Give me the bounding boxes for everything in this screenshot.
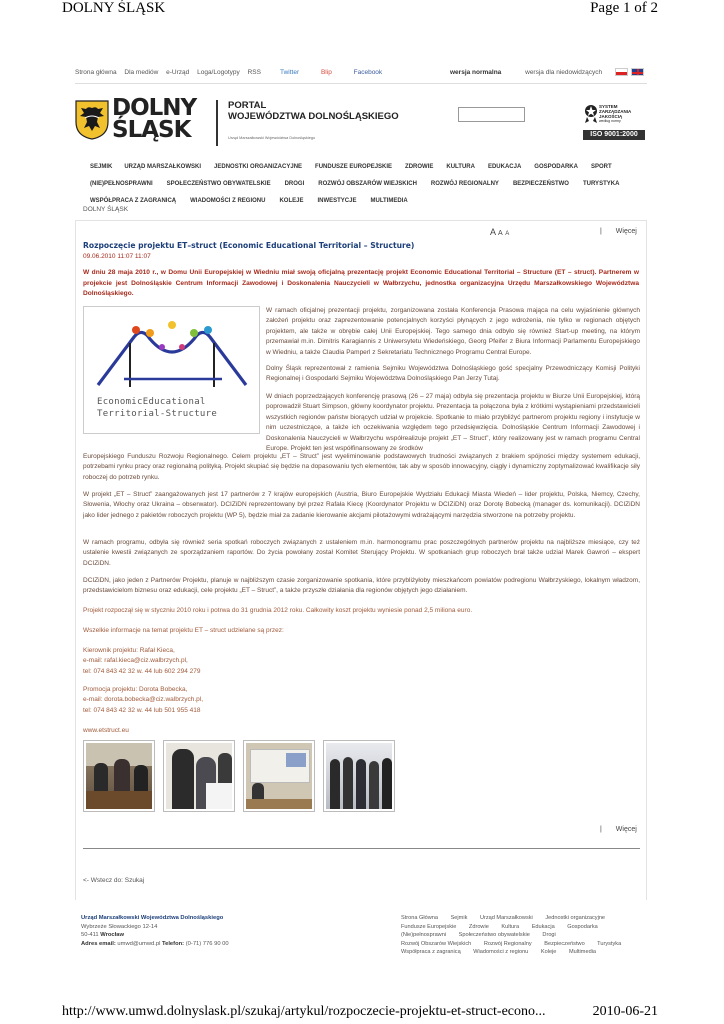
footer-city-line bbox=[81, 931, 229, 940]
footer-link[interactable]: Rozwój Regionalny bbox=[483, 940, 532, 947]
top-link-rss[interactable]: RSS bbox=[247, 69, 261, 76]
top-link-home[interactable]: Strona główna bbox=[75, 69, 117, 76]
back-link-search[interactable]: Szukaj bbox=[124, 877, 145, 884]
paragraph-8: Wszelkie informacje na temat projektu ET – struct udzielane są przez: bbox=[83, 627, 284, 634]
footer-link[interactable]: Bezpieczeństwo bbox=[544, 940, 585, 947]
language-flags bbox=[615, 68, 644, 76]
version-low-vision-link[interactable]: wersja dla niedowidzących bbox=[525, 69, 603, 76]
footer-email[interactable]: umwd@umwd.pl bbox=[117, 940, 161, 947]
back-label[interactable]: <- Wstecz do: bbox=[83, 877, 123, 884]
contact-promotion-email[interactable]: e-mail: dorota.bobecka@ciz.walbrzych.pl, bbox=[83, 696, 204, 704]
print-url: http://www.umwd.dolnyslask.pl/szukaj/artykul/rozpoczecie-projektu-et-struct-econo... bbox=[62, 1004, 546, 1019]
menu-item-niepelnosprawni[interactable]: (NIE)PEŁNOSPRAWNI bbox=[90, 180, 153, 187]
gallery-photo[interactable] bbox=[243, 740, 315, 812]
eagle-crest-icon bbox=[75, 100, 109, 140]
search-input[interactable] bbox=[458, 107, 525, 122]
footer-contact-line bbox=[81, 940, 229, 949]
project-website-link[interactable]: www.etstruct.eu bbox=[83, 727, 129, 734]
gallery-photo[interactable] bbox=[323, 740, 395, 812]
top-link-media[interactable]: Dla mediów bbox=[124, 69, 159, 76]
footer-link[interactable]: Turystyka bbox=[597, 940, 622, 947]
top-link-logos[interactable]: Loga/Logotypy bbox=[197, 69, 240, 76]
menu-item-obszary-wiejskie[interactable]: ROZWÓJ OBSZARÓW WIEJSKICH bbox=[318, 180, 417, 187]
top-divider bbox=[75, 83, 647, 84]
more-link-top[interactable]: Więcej bbox=[615, 228, 637, 235]
footer-link[interactable]: Jednostki organizacyjne bbox=[545, 915, 606, 921]
contact-promotion bbox=[83, 685, 640, 716]
footer-link[interactable]: Kultura bbox=[501, 923, 520, 930]
paragraph-5: W ramach programu, odbyła się również seria spotkań roboczych związanych z ustaleniem m.in. harmonogramu prac poszczególnych partnerów projektu na najbliższe miesiące, czy też ustalenie kwestii związanych ze sporządzaniem raportów. Do życia powołany został Komitet Sterujący Projektu. W spotkaniach grup roboczych brał także udział Marek Gawroń – ekspert DCIZiDN. bbox=[83, 539, 640, 567]
contact-promotion-name: Promocja projektu: Dorota Bobecka, bbox=[83, 686, 188, 693]
gallery-photo[interactable] bbox=[83, 740, 155, 812]
top-link-eurzad[interactable]: e-Urząd bbox=[166, 69, 190, 76]
font-size-tools bbox=[490, 227, 509, 237]
footer-nav bbox=[401, 914, 632, 957]
project-logo-caption-2: Territorial-Structure bbox=[97, 409, 218, 419]
footer-link[interactable]: (Nie)pełnosprawni bbox=[401, 932, 447, 939]
menu-item-sport[interactable]: SPORT bbox=[590, 163, 612, 170]
contact-manager-name: Kierownik projektu: Rafał Kieca, bbox=[83, 647, 175, 654]
menu-item-fundusze[interactable]: FUNDUSZE EUROPEJSKIE bbox=[315, 163, 393, 170]
breadcrumb[interactable]: DOLNY ŚLĄSK bbox=[83, 206, 129, 213]
site-logo-text[interactable] bbox=[112, 97, 196, 141]
footer-nav-row-3 bbox=[401, 931, 632, 940]
menu-item-drogi[interactable]: DROGI bbox=[284, 180, 305, 187]
print-page-number: Page 1 of 2 bbox=[590, 0, 658, 16]
footer-link[interactable]: Edukacja bbox=[531, 923, 555, 930]
twitter-link[interactable]: Twitter bbox=[280, 69, 300, 76]
paragraph-7: Projekt rozpoczął się w styczniu 2010 roku i potrwa do 31 grudnia 2012 roku. Całkowity koszt projektu wyniesie ponad 2,5 miliona euro. bbox=[83, 607, 473, 614]
iso-caption-line-3: JAKOŚCIĄ bbox=[599, 114, 623, 119]
menu-item-wiadomosci[interactable]: WIADOMOŚCI Z REGIONU bbox=[190, 197, 266, 204]
menu-item-rozwoj-regionalny[interactable]: ROZWÓJ REGIONALNY bbox=[430, 180, 499, 187]
menu-item-turystyka[interactable]: TURYSTYKA bbox=[582, 180, 620, 187]
footer-email-label: Adres email: bbox=[81, 940, 116, 947]
print-site-title: DOLNY ŚLĄSK bbox=[62, 0, 166, 16]
bridge-logo-icon bbox=[84, 307, 261, 397]
footer-link[interactable]: Fundusze Europejskie bbox=[401, 923, 457, 930]
paragraph-1: W ramach oficjalnej prezentacji projektu, zorganizowana została Konferencja Prasowa mająca na celu wyjaśnienie głównych założeń projektu oraz zaprezentowanie potencjalnych korzyści płynących z jego wdrożenia, nie tylko w regionach objętych projektem, ale także w obrębie całej Unii Europejskiej. Tego samego dnia odbyło się również Start-up meeting, na którym przemawiał m.in. Dimitris Karagiannis z Uniwersytetu Wiedeńskiego, Georg Pfeifer z Biura Informacji Parlamentu Europejskiego w Wiedniu, a także Claudia Pamperl z Sekretariatu Technicznego Programu Central Europe. bbox=[266, 307, 640, 356]
separator: | bbox=[600, 826, 602, 833]
footer-nav-row-5 bbox=[401, 948, 632, 957]
project-logo-caption-1: EconomicEducational bbox=[97, 397, 206, 407]
paragraph-6: DCIZiDN, jako jeden z Partnerów Projektu, planuje w najbliższym czasie zorganizowanie spotkania, które przybliżyłoby mieszkańcom powiatów podregionu Wałbrzyskiego, lokalnym władzom, przedstawicielom biznesu oraz edukacji, cele projektu „ET – Struct”, a także przyszłe działania dla regionów objętych jego działaniem. bbox=[83, 577, 640, 595]
menu-row-1 bbox=[75, 158, 647, 175]
contact-manager bbox=[83, 646, 640, 677]
footer-link[interactable]: Drogi bbox=[542, 932, 556, 939]
footer-phone-label: Telefon: bbox=[161, 940, 185, 947]
font-size-small-button[interactable]: A bbox=[505, 231, 510, 237]
menu-item-urzad[interactable]: URZĄD MARSZAŁKOWSKI bbox=[124, 163, 202, 170]
paragraph-4: W projekt „ET – Struct” zaangażowanych jest 17 partnerów z 7 krajów europejskich (Austria, Biuro Europejskie Wydziału Edukacji Miasta Wiedeń – lider projektu, Polska, Niemcy, Czechy, Słowenia, Włochy oraz Ukraina – obserwator). DCIZiDN reprezentowany był przez Rafała Kiecę (Koordynator Projektu w DCIZiDN) oraz Dorotę Bobecką (manager ds. komunikacji). DCIZiDN jako lider jednego z pakietów roboczych projektu (WP 5), będzie miał za zadanie kierowanie akcjami pilotażowymi wdrażającymi narzędzia stworzone na potrzeby projektu. bbox=[83, 491, 640, 519]
photo-gallery bbox=[83, 740, 395, 812]
blip-link[interactable]: Blip bbox=[320, 69, 332, 76]
paragraph-3b: Europejskiego Funduszu Rozwoju Regionalnego. Celem projektu „ET – Struct” jest wyeliminowanie podstawowych trudności związanych z brakiem spójności między systemem edukacji, potrzebami rynku pracy oraz regionalną polityką. Projekt skupiać się będzie na dopasowaniu tych elementów, tak aby w sposób innowacyjny, ciągły i dynamiczny zoptymalizować kwalifikacje siły roboczej do potrzeb rynku. bbox=[83, 453, 640, 481]
footer-link[interactable]: Sejmik bbox=[450, 915, 468, 921]
polish-flag-icon[interactable] bbox=[615, 68, 628, 76]
site-header bbox=[75, 96, 647, 148]
menu-item-sejmik[interactable]: SEJMIK bbox=[90, 163, 113, 170]
footer-street: Wybrzeże Słowackiego 12-14 bbox=[81, 923, 158, 930]
quality-star-icon bbox=[584, 104, 598, 124]
menu-item-wspolpraca[interactable]: WSPÓŁPRACA Z ZAGRANICĄ bbox=[90, 197, 177, 204]
menu-item-bezpieczenstwo[interactable]: BEZPIECZEŃSTWO bbox=[512, 180, 569, 187]
footer-link[interactable]: Koleje bbox=[540, 949, 557, 956]
project-logo-image[interactable] bbox=[83, 306, 260, 434]
footer-link[interactable]: Współpraca z zagranicą bbox=[401, 949, 461, 956]
footer-city: Wrocław bbox=[100, 932, 124, 939]
header-divider bbox=[216, 100, 218, 146]
menu-item-spoleczenstwo[interactable]: SPOŁECZEŃSTWO OBYWATELSKIE bbox=[166, 180, 271, 187]
print-header bbox=[62, 0, 658, 17]
article-lead: W dniu 28 maja 2010 r., w Domu Unii Europejskiej w Wiedniu miał swoją oficjalną prezentację projekt Economic Educational Territorial – Structure (ET – struct). Partnerem w projekcie jest Dolnośląskie Centrum Informacji Zawodowej i Doskonalenia Nauczycieli w Wałbrzychu, jednostka organizacyjna Urzędu Marszałkowskiego Województwa Dolnośląskiego. bbox=[83, 269, 639, 298]
back-navigation bbox=[83, 877, 144, 884]
footer-link[interactable]: Gospodarka bbox=[567, 923, 598, 930]
footer-postcode: 50-411 bbox=[81, 932, 99, 939]
footer-phone: (0-71) 776 90 00 bbox=[185, 940, 229, 947]
social-links bbox=[280, 69, 402, 76]
logo-line-1: DOLNY bbox=[112, 95, 197, 121]
more-top bbox=[600, 228, 637, 235]
main-menu bbox=[75, 158, 647, 209]
menu-item-inwestycje[interactable]: INWESTYCJE bbox=[317, 197, 357, 204]
menu-item-multimedia[interactable]: MULTIMEDIA bbox=[370, 197, 408, 204]
portal-title bbox=[228, 100, 399, 122]
iso-caption-line-4: według normy bbox=[599, 119, 621, 123]
portal-title-line-2: WOJEWÓDZTWA DOLNOŚLĄSKIEGO bbox=[228, 111, 399, 122]
portal-subtitle: Urząd Marszałkowski Województwa Dolnośląskiego bbox=[228, 136, 316, 140]
menu-item-kultura[interactable]: KULTURA bbox=[446, 163, 475, 170]
footer-link[interactable]: Urząd Marszałkowski bbox=[479, 915, 533, 921]
menu-item-zdrowie[interactable]: ZDROWIE bbox=[405, 163, 434, 170]
footer-nav-row-2 bbox=[401, 923, 632, 932]
font-size-medium-button[interactable]: A bbox=[498, 230, 503, 237]
portal-title-line-1: PORTAL bbox=[228, 100, 267, 111]
more-bottom bbox=[600, 826, 637, 833]
footer-nav-row-1 bbox=[401, 914, 632, 923]
version-switch bbox=[450, 69, 602, 76]
article-date: 09.06.2010 11:07 11:07 bbox=[83, 253, 151, 260]
font-size-large-button[interactable]: A bbox=[490, 227, 496, 237]
paragraph-2: Dolny Śląsk reprezentował z ramienia Sejmiku Województwa Dolnośląskiego gość specjalny Przewodniczący Komisji Polityki Regionalnej i Gospodarki Sejmiku Województwa Dolnośląskiego Pan Jerzy Tutaj. bbox=[266, 365, 640, 383]
footer-address bbox=[81, 914, 229, 948]
footer-link[interactable]: Strona Główna bbox=[401, 915, 439, 921]
article-title: Rozpoczęcie projektu ET–struct (Economic Educational Territorial – Structure) bbox=[83, 241, 415, 250]
menu-item-koleje[interactable]: KOLEJE bbox=[279, 197, 304, 204]
menu-item-gospodarka[interactable]: GOSPODARKA bbox=[534, 163, 578, 170]
separator: | bbox=[600, 228, 602, 235]
iso-caption-line-2: ZARZĄDZANIA bbox=[599, 109, 632, 114]
footer-link[interactable]: Społeczeństwo obywatelskie bbox=[458, 932, 530, 939]
contact-manager-phone: tel: 074 843 42 32 w. 44 lub 602 294 279 bbox=[83, 667, 201, 675]
iso-caption bbox=[599, 104, 631, 124]
logo-line-2: ŚLĄSK bbox=[112, 117, 191, 143]
menu-item-edukacja[interactable]: EDUKACJA bbox=[487, 163, 522, 170]
project-logo-caption bbox=[97, 396, 217, 420]
english-flag-icon[interactable] bbox=[631, 68, 644, 76]
contact-promotion-phone: tel: 074 843 42 32 w. 44 lub 501 955 418 bbox=[83, 706, 201, 714]
footer-link[interactable]: Multimedia bbox=[568, 949, 597, 956]
paragraph-3a: W dniach poprzedzających konferencję prasową (26 – 27 maja) odbyła się prezentacja projektu w Biurze Unii Europejskiej, którą poprowadził Stuart Simpson, główny koordynator projektu. Prezentacja ta połączona była z krótkimi wystąpieniami przedstawicieli wszystkich regionów państw biorących udział w projekcie. Spotkanie to miało przybliżyć partnerom projektu regiony i instytucje w nim uczestniczące, a także ich oczekiwania względem tego przedsięwzięcia. Dolnośląskie Centrum Informacji Zawodowej i Doskonalenia Nauczycieli w Wałbrzychu współrealizuje projekt „ET – Struct”, który realizowany jest w ramach programu Central Europe. Projekt ten jest współfinansowany ze środków bbox=[266, 393, 640, 453]
iso-label: ISO 9001:2000 bbox=[583, 130, 645, 140]
iso-badge bbox=[583, 102, 645, 140]
more-link-bottom[interactable]: Więcej bbox=[615, 826, 637, 833]
print-footer bbox=[62, 1004, 658, 1020]
menu-row-3 bbox=[75, 192, 647, 209]
contact-manager-email[interactable]: e-mail: rafal.kieca@ciz.walbrzych.pl, bbox=[83, 657, 188, 665]
footer-nav-row-4 bbox=[401, 940, 632, 949]
menu-row-2 bbox=[75, 175, 647, 192]
version-normal-link[interactable]: wersja normalna bbox=[450, 69, 502, 76]
print-date: 2010-06-21 bbox=[592, 1004, 658, 1019]
footer-link[interactable]: Rozwój Obszarów Wiejskich bbox=[401, 940, 472, 947]
article-divider bbox=[83, 848, 640, 849]
facebook-link[interactable]: Facebook bbox=[353, 69, 383, 76]
iso-caption-line-1: SYSTEM bbox=[599, 104, 618, 109]
menu-item-jednostki[interactable]: JEDNOSTKI ORGANIZACYJNE bbox=[214, 163, 303, 170]
footer-link[interactable]: Wiadomości z regionu bbox=[473, 949, 529, 956]
footer-org-name[interactable]: Urząd Marszałkowski Województwa Dolnośląskiego bbox=[81, 915, 224, 921]
footer-link[interactable]: Zdrowie bbox=[468, 923, 489, 930]
gallery-photo[interactable] bbox=[163, 740, 235, 812]
